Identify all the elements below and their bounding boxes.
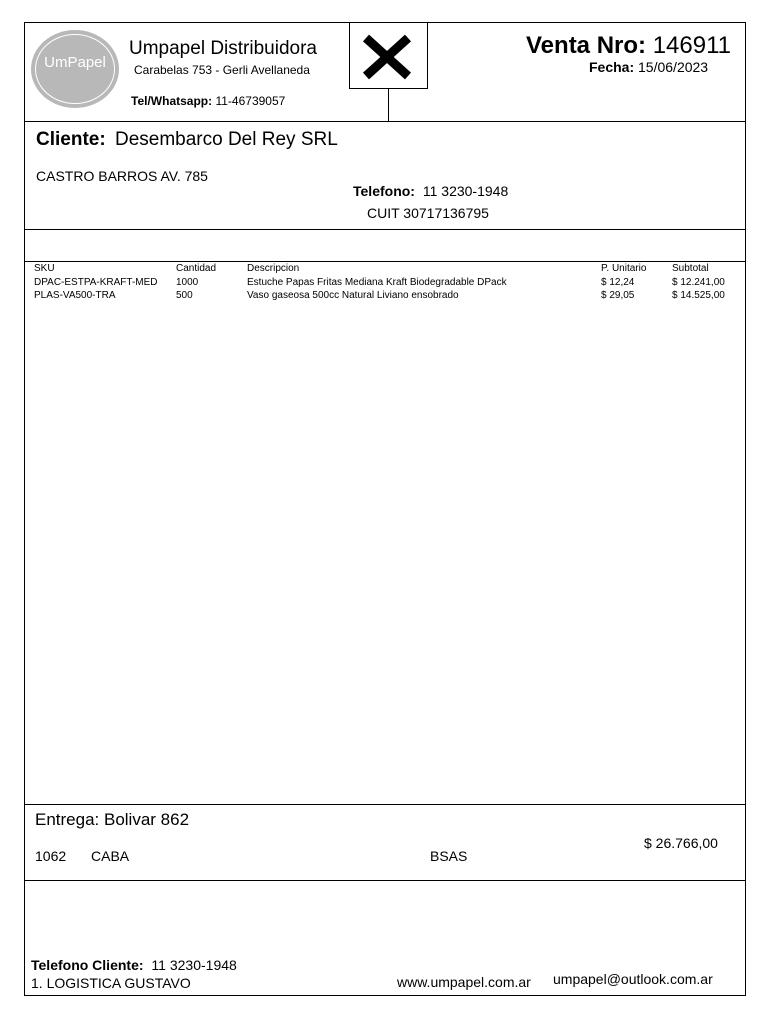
cell-unit-price: $ 29,05 — [601, 290, 635, 301]
column-header-subtotal: Subtotal — [672, 263, 709, 274]
cell-subtotal: $ 14.525,00 — [672, 290, 725, 301]
company-name: Umpapel Distribuidora — [129, 38, 317, 59]
invoice-number-label: Venta Nro: — [526, 32, 647, 59]
client-phone-label: Telefono: — [353, 183, 415, 199]
divider — [24, 880, 746, 881]
footer-phone-label: Telefono Cliente: — [31, 957, 144, 973]
invoice-date — [589, 59, 708, 75]
client-label: Cliente: — [36, 129, 106, 150]
divider — [24, 121, 746, 122]
client-name — [36, 129, 338, 151]
company-phone-label: Tel/Whatsapp: — [131, 94, 213, 108]
invoice-date-value: 15/06/2023 — [638, 59, 709, 75]
invoice-date-label: Fecha: — [589, 59, 635, 75]
footer-logistics: 1. LOGISTICA GUSTAVO — [31, 975, 191, 991]
column-header-description: Descripcion — [247, 263, 300, 274]
client-name-value: Desembarco Del Rey SRL — [114, 129, 338, 150]
footer-website: www.umpapel.com.ar — [397, 974, 531, 990]
total-amount: $ 26.766,00 — [644, 835, 718, 851]
delivery-province: BSAS — [430, 848, 468, 864]
client-address: CASTRO BARROS AV. 785 — [36, 168, 208, 184]
footer-client-phone — [31, 957, 237, 973]
logo-text: UmPapel — [44, 54, 106, 71]
invoice-number — [526, 32, 731, 60]
table-header-line — [24, 261, 746, 262]
divider — [24, 229, 746, 230]
divider — [24, 804, 746, 805]
company-phone — [131, 94, 285, 108]
client-phone — [353, 183, 508, 199]
cell-sku: DPAC-ESTPA-KRAFT-MED — [34, 277, 158, 288]
company-address: Carabelas 753 - Gerli Avellaneda — [134, 63, 310, 77]
invoice-number-value: 146911 — [652, 32, 732, 59]
cell-description: Estuche Papas Fritas Mediana Kraft Biodegradable DPack — [247, 277, 507, 288]
client-cuit: CUIT 30717136795 — [367, 205, 489, 221]
company-phone-value: 11-46739057 — [215, 94, 286, 108]
column-header-sku: SKU — [34, 263, 55, 274]
column-header-quantity: Cantidad — [176, 263, 217, 274]
company-logo — [31, 30, 119, 108]
cell-subtotal: $ 12.241,00 — [672, 277, 725, 288]
delivery-address: Entrega: Bolivar 862 — [35, 810, 190, 829]
footer-email: umpapel@outlook.com.ar — [553, 971, 713, 987]
column-header-unit-price: P. Unitario — [601, 263, 647, 274]
delivery-postal-code: 1062 — [35, 848, 67, 864]
cell-unit-price: $ 12,24 — [601, 277, 635, 288]
cell-sku: PLAS-VA500-TRA — [34, 290, 116, 301]
footer-phone-value: 11 3230-1948 — [151, 957, 237, 973]
cell-quantity: 500 — [176, 290, 193, 301]
invoice-type-divider — [388, 89, 389, 121]
delivery-city: CABA — [91, 848, 130, 864]
client-phone-value: 11 3230-1948 — [422, 183, 509, 199]
invoice-type-box — [349, 22, 428, 89]
cell-description: Vaso gaseosa 500cc Natural Liviano ensobrado — [247, 290, 459, 301]
cell-quantity: 1000 — [176, 277, 199, 288]
x-mark-icon — [350, 22, 426, 88]
